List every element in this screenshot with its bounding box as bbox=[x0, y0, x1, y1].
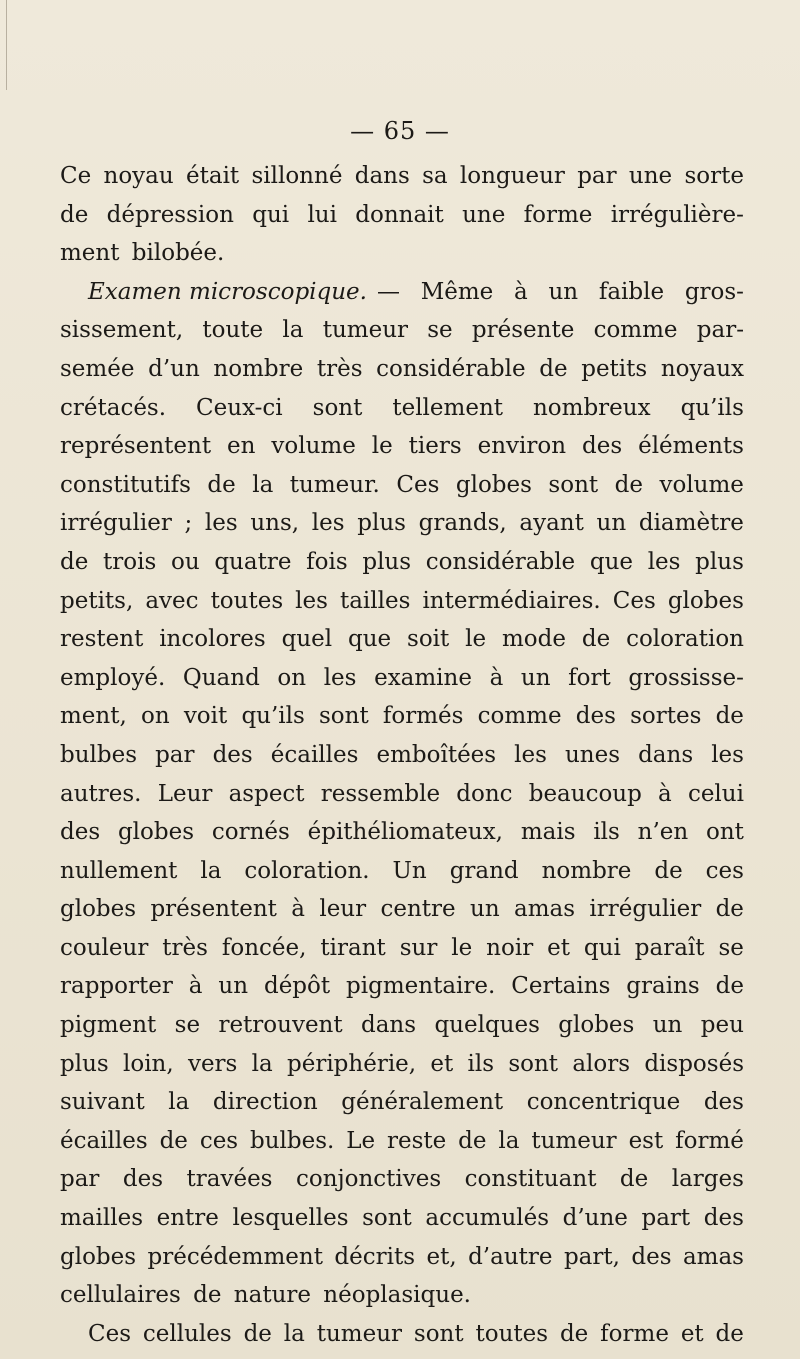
word: présente bbox=[471, 317, 575, 344]
word: un bbox=[218, 973, 249, 1000]
word: le bbox=[451, 934, 473, 961]
word: mais bbox=[520, 819, 576, 846]
word: on bbox=[140, 703, 170, 730]
text-line bbox=[60, 466, 744, 505]
word: formés bbox=[382, 703, 464, 730]
word: tiers bbox=[408, 433, 462, 460]
text-line: cellulaires de nature néoplasique. bbox=[60, 1282, 471, 1309]
text-line bbox=[60, 890, 744, 929]
word: amas bbox=[514, 896, 576, 923]
word: Ceux-ci bbox=[196, 394, 283, 421]
word: sortes bbox=[630, 703, 702, 730]
word: cornés bbox=[211, 819, 290, 846]
word: petits bbox=[581, 355, 648, 382]
word: est bbox=[628, 1127, 664, 1154]
word: par bbox=[155, 741, 195, 768]
word: dans bbox=[638, 741, 694, 768]
text-line bbox=[60, 775, 744, 814]
word: volume bbox=[271, 433, 356, 460]
word: sur bbox=[399, 934, 438, 961]
word: Le bbox=[346, 1127, 376, 1154]
word: forme bbox=[523, 201, 593, 228]
word: les bbox=[514, 741, 547, 768]
word: larges bbox=[671, 1166, 744, 1193]
word: les bbox=[295, 587, 328, 614]
word: à bbox=[658, 780, 672, 807]
text-line-with-heading bbox=[60, 273, 744, 312]
text-line bbox=[60, 157, 744, 196]
word: des bbox=[122, 1166, 164, 1193]
word: nombreux bbox=[532, 394, 651, 421]
word: tumeur bbox=[531, 1127, 617, 1154]
word: grand bbox=[449, 857, 519, 884]
word: de bbox=[614, 471, 643, 498]
text-line bbox=[60, 1006, 744, 1045]
word: sont bbox=[318, 703, 369, 730]
word: dans bbox=[361, 1012, 417, 1039]
word: reste bbox=[387, 1127, 447, 1154]
word: diamètre bbox=[638, 510, 744, 537]
word: globes bbox=[558, 1012, 635, 1039]
word: nombre bbox=[541, 857, 632, 884]
word: grains bbox=[626, 973, 700, 1000]
word: par bbox=[577, 163, 617, 189]
word: ou bbox=[170, 548, 200, 575]
text-line bbox=[60, 1238, 744, 1277]
word: emboîtées bbox=[376, 741, 497, 768]
text-line bbox=[60, 929, 744, 968]
word: irrégulier bbox=[60, 510, 172, 537]
word: incolores bbox=[159, 626, 266, 653]
text-line bbox=[60, 697, 744, 736]
word: que bbox=[589, 548, 634, 575]
word: sillonné bbox=[251, 163, 343, 189]
word: irrégulière- bbox=[610, 201, 744, 228]
word: mode bbox=[501, 626, 566, 653]
word: à bbox=[188, 973, 203, 1000]
word: les bbox=[647, 548, 681, 575]
word: présentent bbox=[150, 896, 277, 923]
word: Leur bbox=[157, 780, 213, 807]
word: le bbox=[465, 626, 487, 653]
word: cellules bbox=[142, 1320, 232, 1347]
word: Quand bbox=[182, 664, 260, 691]
word: unes bbox=[564, 741, 621, 768]
text-line bbox=[60, 427, 744, 466]
word: quatre bbox=[214, 548, 292, 575]
word: Même bbox=[420, 278, 494, 305]
word: pigment bbox=[60, 1012, 157, 1039]
text-line bbox=[60, 813, 744, 852]
word: concentrique bbox=[526, 1089, 681, 1116]
word: d’autre bbox=[468, 1243, 553, 1270]
word: plus bbox=[357, 510, 406, 537]
word: la bbox=[168, 1089, 190, 1116]
word: trois bbox=[103, 548, 157, 575]
word: considérable bbox=[425, 548, 576, 575]
word: la bbox=[200, 857, 222, 884]
word: direction bbox=[212, 1089, 318, 1116]
word: représentent bbox=[60, 433, 212, 460]
word: rapporter bbox=[60, 973, 173, 1000]
word: comme bbox=[593, 317, 678, 344]
word: que bbox=[347, 626, 392, 653]
word: un bbox=[548, 278, 579, 305]
word: peu bbox=[700, 1012, 744, 1039]
word: grossisse- bbox=[628, 664, 744, 691]
word: foncée, bbox=[221, 934, 307, 961]
word: sorte bbox=[684, 163, 744, 189]
word: forme bbox=[600, 1320, 669, 1347]
word: de bbox=[60, 201, 89, 228]
word: par bbox=[60, 1166, 100, 1193]
text-line bbox=[60, 311, 744, 350]
word: celui bbox=[687, 780, 744, 807]
word: généralement bbox=[341, 1089, 504, 1116]
word: des bbox=[575, 703, 616, 730]
word: sont bbox=[508, 1050, 559, 1077]
body-text bbox=[60, 157, 744, 1353]
text-line bbox=[60, 1199, 744, 1238]
word: couleur bbox=[60, 934, 149, 961]
word: intermédiaires. bbox=[422, 587, 601, 614]
word: de bbox=[159, 1127, 188, 1154]
word: loin, bbox=[122, 1050, 174, 1077]
word: de bbox=[60, 548, 89, 575]
word: dépression bbox=[106, 201, 234, 228]
text-line-rest bbox=[377, 273, 744, 312]
text-line bbox=[60, 852, 744, 891]
word: comme bbox=[477, 703, 562, 730]
word: Ces bbox=[396, 471, 440, 498]
word: la bbox=[282, 317, 304, 344]
word: plus bbox=[695, 548, 744, 575]
word: — bbox=[376, 278, 400, 305]
text-line bbox=[60, 967, 744, 1006]
word: était bbox=[186, 163, 240, 189]
word: une bbox=[462, 201, 506, 228]
word: très bbox=[162, 934, 208, 961]
word: ayant bbox=[519, 510, 584, 537]
text-line bbox=[60, 1160, 744, 1199]
word: la bbox=[252, 471, 274, 498]
word: toutes bbox=[210, 587, 284, 614]
word: environ bbox=[477, 433, 567, 460]
word: qui bbox=[252, 201, 290, 228]
word: des bbox=[60, 819, 101, 846]
word: en bbox=[227, 433, 256, 460]
word: un bbox=[652, 1012, 683, 1039]
word: quel bbox=[281, 626, 333, 653]
word: employé. bbox=[60, 664, 166, 691]
word: part, bbox=[563, 1243, 620, 1270]
word: d’une bbox=[562, 1205, 628, 1232]
word: à bbox=[291, 896, 305, 923]
page-edge-line bbox=[6, 0, 7, 90]
word: ressemble bbox=[320, 780, 441, 807]
word: globes bbox=[455, 471, 532, 498]
word: bulbes. bbox=[250, 1127, 335, 1154]
section-heading: Examen microscopique. bbox=[88, 278, 367, 305]
word: de bbox=[715, 1320, 744, 1347]
word: les bbox=[311, 510, 345, 537]
page-number: — 65 — bbox=[350, 117, 450, 145]
word: se bbox=[427, 317, 453, 344]
word: des bbox=[212, 741, 253, 768]
word: Ces bbox=[88, 1320, 132, 1347]
word: conjonctives bbox=[295, 1166, 442, 1193]
word: d’un bbox=[148, 355, 200, 382]
word: disposés bbox=[644, 1050, 744, 1077]
word: des bbox=[703, 1205, 744, 1232]
word: sont bbox=[548, 471, 599, 498]
word: on bbox=[277, 664, 307, 691]
word: ils bbox=[467, 1050, 495, 1077]
word: les bbox=[323, 664, 357, 691]
word: à bbox=[489, 664, 504, 691]
word: sont bbox=[413, 1320, 464, 1347]
word: tumeur bbox=[322, 317, 409, 344]
word: globes bbox=[117, 819, 195, 846]
word: leur bbox=[319, 896, 367, 923]
word: un bbox=[470, 896, 500, 923]
word: retrouvent bbox=[218, 1012, 343, 1039]
text-line bbox=[60, 659, 744, 698]
word: coloration. bbox=[244, 857, 370, 884]
word: bulbes bbox=[60, 741, 138, 768]
word: vers bbox=[187, 1050, 238, 1077]
word: la bbox=[283, 1320, 305, 1347]
word: très bbox=[316, 355, 363, 382]
text-line bbox=[60, 582, 744, 621]
word: centre bbox=[380, 896, 456, 923]
word: tumeur bbox=[316, 1320, 403, 1347]
word: la bbox=[498, 1127, 520, 1154]
word: ces bbox=[199, 1127, 239, 1154]
word: des bbox=[631, 1243, 672, 1270]
word: sont bbox=[312, 394, 363, 421]
word: coloration bbox=[626, 626, 744, 653]
word: tirant bbox=[320, 934, 386, 961]
word: et, bbox=[426, 1243, 457, 1270]
word: de bbox=[458, 1127, 487, 1154]
word: se bbox=[174, 1012, 201, 1039]
text-line bbox=[60, 1083, 744, 1122]
word: plus bbox=[60, 1050, 109, 1077]
word: noyaux bbox=[660, 355, 744, 382]
word: amas bbox=[682, 1243, 744, 1270]
word: Ces bbox=[612, 587, 656, 614]
word: de bbox=[243, 1320, 272, 1347]
word: tellement bbox=[392, 394, 503, 421]
word: les bbox=[204, 510, 238, 537]
word: accumulés bbox=[425, 1205, 550, 1232]
word: irrégulier bbox=[589, 896, 702, 923]
word: entre bbox=[156, 1205, 219, 1232]
word: beaucoup bbox=[528, 780, 642, 807]
word: suivant bbox=[60, 1089, 145, 1116]
word: de bbox=[581, 626, 611, 653]
word: formé bbox=[675, 1127, 744, 1154]
word: nombre bbox=[213, 355, 304, 382]
word: noir bbox=[486, 934, 534, 961]
word: de bbox=[715, 896, 744, 923]
word: se bbox=[718, 934, 744, 961]
word: paraît bbox=[634, 934, 705, 961]
word: lui bbox=[307, 201, 337, 228]
word: toutes bbox=[475, 1320, 549, 1347]
word: ment, bbox=[60, 703, 127, 730]
word: plus bbox=[362, 548, 412, 575]
word: sissement, bbox=[60, 317, 184, 344]
word: fort bbox=[568, 664, 611, 691]
word: soit bbox=[407, 626, 450, 653]
word: semée bbox=[60, 355, 135, 382]
word: épithéliomateux, bbox=[307, 819, 503, 846]
word: examine bbox=[374, 664, 472, 691]
word: sa bbox=[422, 163, 448, 189]
word: dépôt bbox=[263, 973, 331, 1000]
word: le bbox=[371, 433, 393, 460]
word: la bbox=[251, 1050, 273, 1077]
word: et bbox=[430, 1050, 454, 1077]
word: gros- bbox=[684, 278, 744, 305]
text-line bbox=[60, 620, 744, 659]
word: pigmentaire. bbox=[346, 973, 496, 1000]
word: des bbox=[703, 1089, 744, 1116]
text-line bbox=[60, 1122, 744, 1161]
word: petits, bbox=[60, 587, 134, 614]
word: de bbox=[619, 1166, 649, 1193]
word: ont bbox=[706, 819, 744, 846]
word: décrits bbox=[334, 1243, 416, 1270]
word: fois bbox=[306, 548, 348, 575]
word: de bbox=[715, 703, 744, 730]
word: périphérie, bbox=[287, 1050, 417, 1077]
word: à bbox=[514, 278, 528, 305]
word: grands, bbox=[418, 510, 507, 537]
word: Ce bbox=[60, 163, 92, 189]
word: part bbox=[641, 1205, 691, 1232]
word: tumeur. bbox=[289, 471, 380, 498]
word: de bbox=[207, 471, 236, 498]
text-line bbox=[60, 504, 744, 543]
word: par- bbox=[696, 317, 744, 344]
word: globes bbox=[60, 1243, 137, 1270]
word: aspect bbox=[228, 780, 305, 807]
word: donnait bbox=[355, 201, 444, 228]
word: considérable bbox=[376, 355, 526, 382]
word: dans bbox=[354, 163, 410, 189]
word: écailles bbox=[60, 1127, 148, 1154]
word: tailles bbox=[339, 587, 411, 614]
text-line bbox=[60, 196, 744, 235]
word: les bbox=[711, 741, 744, 768]
word: n’en bbox=[637, 819, 689, 846]
word: globes bbox=[60, 896, 137, 923]
word: noyau bbox=[103, 163, 174, 189]
word: crétacés. bbox=[60, 394, 167, 421]
word: de bbox=[559, 1320, 589, 1347]
word: alors bbox=[572, 1050, 631, 1077]
word: voit bbox=[183, 703, 228, 730]
word: qui bbox=[583, 934, 621, 961]
word: éléments bbox=[638, 433, 744, 460]
word: Un bbox=[392, 857, 427, 884]
word: volume bbox=[659, 471, 744, 498]
word: toute bbox=[202, 317, 264, 344]
word: ces bbox=[705, 857, 744, 884]
word: uns, bbox=[250, 510, 300, 537]
word: ils bbox=[593, 819, 620, 846]
word: avec bbox=[145, 587, 199, 614]
word: sont bbox=[362, 1205, 412, 1232]
word: travées bbox=[186, 1166, 273, 1193]
word: constituant bbox=[464, 1166, 597, 1193]
word: lesquelles bbox=[232, 1205, 349, 1232]
text-line bbox=[60, 736, 744, 775]
word: constitutifs bbox=[60, 471, 191, 498]
word: Certains bbox=[511, 973, 611, 1000]
word: et bbox=[680, 1320, 704, 1347]
word: une bbox=[628, 163, 673, 189]
word: restent bbox=[60, 626, 144, 653]
word: de bbox=[715, 973, 744, 1000]
word: faible bbox=[598, 278, 665, 305]
word: de bbox=[539, 355, 568, 382]
word: donc bbox=[456, 780, 513, 807]
word: autres. bbox=[60, 780, 142, 807]
text-line bbox=[60, 1045, 744, 1084]
text-line bbox=[60, 543, 744, 582]
word: des bbox=[582, 433, 623, 460]
word: ; bbox=[184, 510, 193, 537]
text-line: ment bilobée. bbox=[60, 240, 225, 267]
word: globes bbox=[667, 587, 744, 614]
word: un bbox=[520, 664, 551, 691]
word: et bbox=[547, 934, 570, 961]
word: qu’ils bbox=[680, 394, 744, 421]
word: écailles bbox=[270, 741, 359, 768]
word: un bbox=[596, 510, 627, 537]
word: longueur bbox=[459, 163, 565, 189]
text-line bbox=[60, 389, 744, 428]
word: qu’ils bbox=[241, 703, 305, 730]
word: quelques bbox=[434, 1012, 540, 1039]
text-line bbox=[60, 350, 744, 389]
word: précédemment bbox=[147, 1243, 323, 1270]
text-line bbox=[60, 1315, 744, 1354]
word: mailles bbox=[60, 1205, 144, 1232]
word: nullement bbox=[60, 857, 178, 884]
word: de bbox=[654, 857, 683, 884]
